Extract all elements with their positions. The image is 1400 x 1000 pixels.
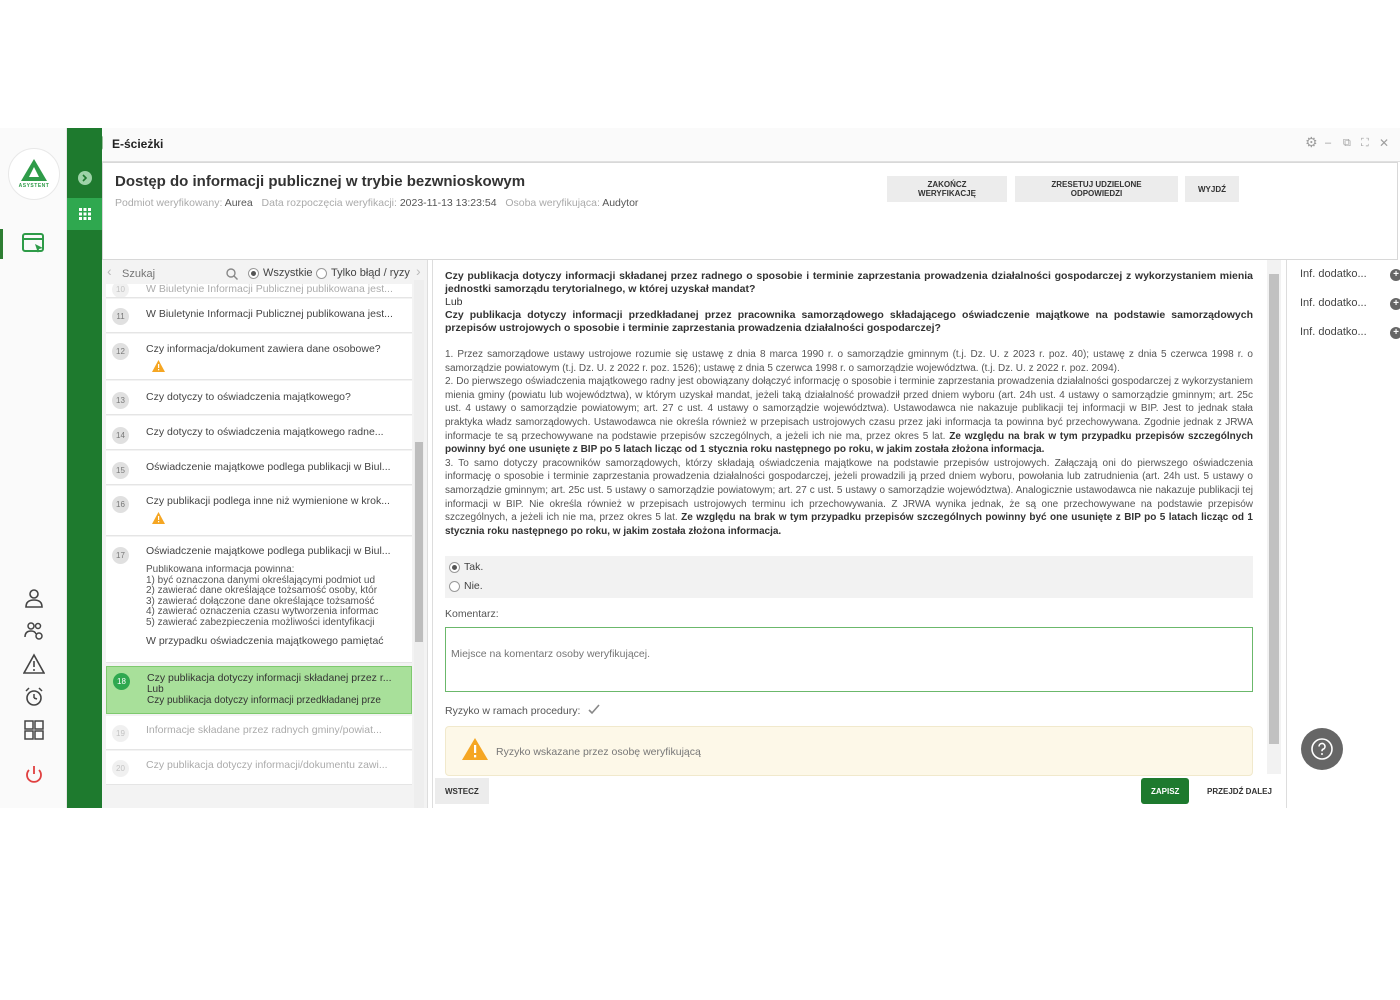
reset-answers-button[interactable]: ZRESETUJ UDZIELONE ODPOWIEDZI [1015, 176, 1178, 202]
help-question-icon [1310, 737, 1334, 761]
logo-text: ASYSTENT [18, 183, 50, 189]
item-text: Informacje składane przez radnych gminy/powiat... [146, 724, 382, 736]
item-text: Oświadczenie majątkowe podlega publikacji w Biul... [146, 545, 391, 557]
rail-active-indicator [0, 229, 3, 259]
power-icon[interactable] [20, 761, 48, 789]
maximize-icon[interactable]: ⛶ [1361, 137, 1369, 149]
list-item[interactable] [106, 381, 412, 415]
filter-errors-radio[interactable] [316, 267, 414, 279]
list-item[interactable] [106, 537, 412, 663]
additional-info-panel [1286, 260, 1400, 808]
question-explanation [445, 348, 1253, 538]
comment-label: Komentarz: [445, 608, 499, 620]
additional-info-item[interactable]: Inf. dodatko... [1300, 326, 1367, 338]
detail-scrollbar[interactable] [1267, 260, 1281, 774]
close-icon[interactable]: ✕ [1379, 136, 1390, 150]
list-scrollbar[interactable] [414, 280, 424, 808]
logo-mark-icon [21, 159, 47, 181]
page-title: Dostęp do informacji publicznej w trybie bezwnioskowym [115, 173, 526, 190]
item-text: Czy dotyczy to oświadczenia majątkowego? [146, 391, 351, 403]
apps-grid-icon [79, 208, 91, 220]
risk-checkbox-row[interactable] [445, 704, 600, 718]
list-item[interactable] [106, 751, 412, 785]
title-bar [67, 128, 1400, 162]
restore-icon[interactable]: ⧉ [1343, 137, 1351, 149]
filter-all-label: Wszystkie [263, 267, 313, 279]
item-number: 19 [112, 725, 129, 742]
expand-button[interactable] [67, 162, 102, 194]
subject-value: Aurea [224, 197, 253, 209]
radio-icon [449, 581, 460, 592]
person-value: Audytor [602, 197, 639, 209]
exit-button[interactable]: WYJDŹ [1185, 176, 1239, 202]
help-button[interactable] [1301, 728, 1343, 770]
explanation-point-3-bold: Ze względu na brak w tym przypadku przepisów szczególnych powinny być one usunięte z BIP po 5 latach licząc od 1 stycznia roku następnego po roku, w jakim została złożona informacja. [445, 512, 1253, 537]
list-item[interactable] [106, 486, 412, 536]
list-next-arrow[interactable]: › [416, 263, 421, 279]
settings-gear-icon[interactable]: ⚙ [1305, 134, 1318, 150]
explanation-point-1: 1. Przez samorządowe ustawy ustrojowe rozumie się ustawę z dnia 8 marca 1990 r. o samorządzie gminnym (t.j. Dz. U. z 2023 r. poz. 40); ustawę z dnia 5 czerwca 1998 r. o samorządzie powiatowym (t.j. Dz. U. z 2022 r. poz. 1526); ustawę z dnia 5 czerwca 1998 r. o samorządzie województwa. (t.j. Dz. U. z 2022 r. poz. 2094). [445, 349, 1253, 374]
e-paths-icon[interactable] [20, 230, 48, 258]
search-input[interactable] [118, 263, 242, 285]
item-text: Czy informacja/dokument zawiera dane osobowe? [146, 343, 381, 355]
additional-info-item[interactable]: Inf. dodatko... [1300, 297, 1367, 309]
answer-yes-label: Tak. [464, 561, 484, 573]
filter-all-radio[interactable] [248, 267, 313, 279]
list-item[interactable] [106, 284, 412, 298]
list-prev-arrow[interactable]: ‹ [107, 263, 112, 279]
question-title-part1: Czy publikacja dotyczy informacji składanej przez radnego o sposobie i terminie zaprzestania prowadzenia działalności gospodarczej z wykorzystaniem mienia jednostki samorządu terytorialnego, w której uzyskał mandat? [445, 270, 1253, 295]
answer-options [445, 556, 1253, 598]
subject-label: Podmiot weryfikowany: [115, 197, 223, 209]
item-text: Czy publikacji podlega inne niż wymienione w krok... [146, 495, 390, 507]
item-number: 17 [112, 547, 129, 564]
user-icon[interactable] [20, 584, 48, 612]
grid-icon[interactable] [20, 716, 48, 744]
search-icon[interactable] [226, 267, 238, 285]
item-number: 15 [112, 462, 129, 479]
save-button[interactable]: ZAPISZ [1141, 778, 1189, 804]
users-settings-icon[interactable] [20, 617, 48, 645]
list-item[interactable] [106, 416, 412, 450]
explanation-point-3-text: 3. To samo dotyczy pracowników samorządowych, którzy składają oświadczenia majątkowe na podstawie przepisów ustrojowych. Załączają oni do pierwszego oświadczenia informację o sposobie i terminie zaprzestania prowadzenia działalności gospodarczej, jeżeli prowadzili ją przed dniem wyboru, powołania lub zatrudnienia (art. 24h ust. 5 ustawy o samorządzie gminnym; art. 25c ust. 5 ustawy o samorządzie powiatowym; art. 27 c ust. 5 ustawy o samorządzie województwa). Analogicznie ustawodawca nie nakazuje publikacji tej informacji w BIP. Nie określa również w przepisach ustrojowych terminu ich przechowywania. Z JRWA wynika jednak, że są one przechowywane na podstawie przepisów szczególnych, a jeżeli ich nie ma, przez okres 5 lat. [445, 457, 1253, 524]
alarm-clock-icon[interactable] [20, 683, 48, 711]
risk-alert-text: Ryzyko wskazane przez osobę weryfikującą [496, 746, 701, 758]
date-label: Data rozpoczęcia weryfikacji: [261, 197, 397, 209]
app-rail [0, 128, 67, 808]
risk-label: Ryzyko w ramach procedury: [445, 705, 581, 717]
warning-triangle-icon [152, 511, 165, 529]
question-detail [432, 260, 1284, 808]
warning-icon[interactable] [20, 650, 48, 678]
item-number: 12 [112, 343, 129, 360]
explanation-point-3 [445, 457, 1253, 539]
item-detail-tail: W przypadku oświadczenia majątkowego pamiętać [146, 635, 384, 647]
app-window [0, 128, 1400, 808]
list-item[interactable] [106, 716, 412, 750]
add-info-plus-icon[interactable]: + [1390, 269, 1400, 281]
item-text: Czy dotyczy to oświadczenia majątkowego radne... [146, 426, 384, 438]
warning-triangle-icon [152, 359, 165, 377]
explanation-point-2 [445, 375, 1253, 457]
comment-field[interactable] [445, 627, 1253, 692]
back-button[interactable]: WSTECZ [435, 778, 489, 804]
item-number: 14 [112, 427, 129, 444]
item-number: 13 [112, 392, 129, 409]
detail-scroll-thumb[interactable] [1269, 274, 1279, 744]
question-title [445, 270, 1253, 335]
question-title-or: Lub [445, 296, 463, 308]
item-number: 11 [112, 308, 129, 325]
minimize-icon[interactable]: – [1325, 137, 1332, 149]
checkmark-icon[interactable] [588, 704, 600, 718]
answer-no-radio[interactable] [449, 580, 483, 592]
risk-warning-icon [462, 738, 488, 765]
grid-view-button[interactable] [67, 198, 102, 230]
item-text: Czy publikacja dotyczy informacji składanej przez r... [147, 672, 392, 684]
asystent-logo[interactable] [8, 148, 60, 200]
item-number: 10 [112, 284, 129, 298]
item-number: 20 [112, 760, 129, 777]
date-value: 2023-11-13 13:23:54 [399, 197, 497, 209]
finish-verification-button[interactable]: ZAKOŃCZ WERYFIKACJĘ [887, 176, 1007, 202]
item-text: Oświadczenie majątkowe podlega publikacji w Biul... [146, 461, 391, 473]
item-detail-lines: Publikowana informacja powinna: 1) być oznaczona danymi określającymi podmiot ud 2) zawierać dane określające tożsamość osoby, któr 3) zawierać dołączone dane określające tożsamość 4) zawierać oznaczenia czasu wytworzenia informac 5) zawierać zabezpieczenia możliwości identyfikacji [146, 565, 379, 628]
list-item-active[interactable] [106, 666, 412, 714]
radio-icon [248, 268, 259, 279]
radio-icon [316, 268, 327, 279]
explanation-point-2-text: 2. Do pierwszego oświadczenia majątkowego radny jest obowiązany dołączyć informację o sposobie i terminie zaprzestania prowadzenia działalności gospodarczej z wykorzystaniem mienia gminy (powiatu lub województwa), w którym uzyskał mandat, jeżeli taką działalność prowadził przed dniem wyboru (art. 24h ust. 4 ustawy o samorządzie gminnym; art. 25c ust. 4 ustawy o samorządzie powiatowym; art. 27 c ust. 4 ustawy o samorządzie województwa). Ustawodawca nie nakazuje publikacji tej informacji w BIP. Jest to jednak stała praktyka władz samorządowych. Ustawodawca nie określa również w przepisach ustrojowych czasu przez jaki informacja ta powinna być przechowywana. Zgodnie jednak z JRWA informacje te są przechowywane na podstawie przepisów szczególnych, a jeżeli ich nie ma, przez okres 5 lat. [445, 376, 1253, 442]
additional-info-item[interactable]: Inf. dodatko... [1300, 268, 1367, 280]
item-detail-lines: Lub Czy publikacja dotyczy informacji przedkładanej prze [147, 685, 381, 706]
explanation-point-2-bold: Ze względu na brak w tym przypadku przepisów szczególnych powinny być one usunięte z BIP po 5 latach licząc od 1 stycznia roku następnego po roku, w jakim została złożona informacja. [445, 430, 1254, 456]
answer-yes-radio[interactable] [449, 561, 483, 573]
answer-no-label: Nie. [464, 580, 483, 592]
list-item[interactable] [106, 451, 412, 485]
add-info-plus-icon[interactable]: + [1390, 298, 1400, 310]
item-text: W Biuletynie Informacji Publicznej publikowana jest... [146, 284, 393, 295]
chevron-right-icon [78, 171, 92, 185]
filter-errors-label: Tylko błąd / ryzy [331, 267, 410, 279]
risk-alert-box [445, 726, 1253, 776]
question-list-panel [102, 260, 428, 808]
next-button[interactable]: PRZEJDŹ DALEJ [1197, 778, 1282, 804]
list-scroll-thumb[interactable] [415, 442, 423, 642]
add-info-plus-icon[interactable]: + [1390, 327, 1400, 339]
list-item[interactable] [106, 334, 412, 380]
verification-header [102, 162, 1398, 260]
list-item[interactable] [106, 299, 412, 333]
person-label: Osoba weryfikująca: [505, 197, 600, 209]
item-text: Czy publikacja dotyczy informacji/dokumentu zawi... [146, 759, 388, 771]
item-number: 18 [113, 673, 130, 690]
green-side-strip [67, 128, 102, 808]
app-title: E-ścieżki [112, 137, 164, 151]
verification-meta [115, 197, 638, 209]
item-number: 16 [112, 496, 129, 513]
question-title-part2: Czy publikacja dotyczy informacji przedkładanej przez pracownika samorządowego składającego oświadczenie majątkowe na podstawie samorządowych przepisów ustrojowych o sposobie i terminie zaprzestania prowadzenia działalności gospodarczej? [445, 309, 1253, 334]
item-text: W Biuletynie Informacji Publicznej publikowana jest... [146, 308, 393, 320]
radio-icon [449, 562, 460, 573]
